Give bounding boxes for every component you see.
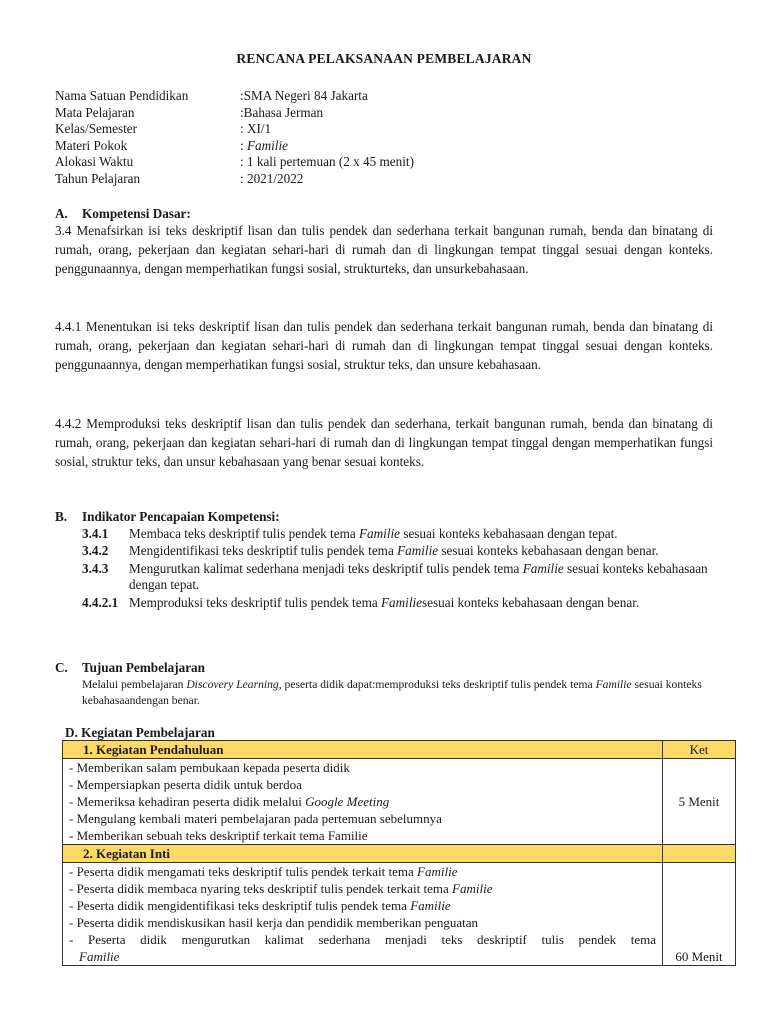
list-item: - Mempersiapkan peserta didik untuk berdoa: [69, 777, 302, 792]
identity-sep: :: [240, 104, 244, 120]
identity-key: Materi Pokok: [55, 137, 128, 153]
intro-activity-title: 1. Kegiatan Pendahuluan: [63, 741, 663, 759]
identity-sep: :: [240, 170, 247, 186]
identity-sep: :: [240, 154, 247, 170]
table-header-row: [63, 845, 736, 863]
list-item: - Mengulang kembali materi pembelajaran pada pertemuan sebelumnya: [69, 811, 442, 826]
identity-value: 2021/2022: [246, 170, 304, 186]
identity-key: Kelas/Semester: [55, 121, 138, 137]
section-number: A.: [55, 206, 68, 221]
ket-header-empty: [663, 845, 736, 863]
identity-value: SMA Negeri 84 Jakarta: [243, 88, 368, 103]
identity-value: 1 kali pertemuan (2 x 45 menit): [246, 154, 414, 170]
list-item: - Peserta didik membaca nyaring teks deskriptif tulis pendek terkait tema Familie: [69, 881, 493, 896]
section-title: Tujuan Pembelajaran: [82, 660, 205, 675]
competency-paragraph: 4.4.1 Menentukan isi teks deskriptif lisan dan tulis pendek dan sederhana terkait bangunan rumah, benda dan binatang di rumah, orang, pekerjaan dan kegiatan sehari-hari di rumah dan di lingkungan tempat tinggal sesuai dengan konteks. penggunaannya, dengan memperhatikan fungsi sosial, struktur teks, dan unsure kebahasaan.: [55, 319, 713, 373]
competency-paragraph: 4.4.2 Memproduksi teks deskriptif lisan dan tulis pendek dan sederhana, terkait bangunan rumah, benda dan binatang di rumah, orang, pekerjaan dan kegiatan sehari-hari di rumah dan di lingkungan tempat tinggal dengan memperhatikan fungsi sosial, struktur teks, dan unsur kebahasaan yang benar sesuai konteks.: [55, 416, 713, 470]
identity-row: [55, 88, 414, 105]
document-title: RENCANA PELAKSANAAN PEMBELAJARAN: [236, 51, 532, 66]
table-row: [63, 759, 736, 845]
identity-sep: :: [240, 88, 244, 103]
activities-table: [62, 740, 736, 966]
identity-row: [55, 154, 414, 171]
section-a-heading: [55, 206, 191, 222]
indicator-text: Mengurutkan kalimat sederhana menjadi teks deskriptif tulis pendek tema Familie sesuai konteks kebahasaan dengan tepat.: [129, 560, 708, 593]
list-item: - Peserta didik mengamati teks deskriptif tulis pendek terkait tema Familie: [69, 864, 458, 879]
section-number: C.: [55, 660, 68, 675]
list-item-continuation: Familie: [79, 949, 120, 964]
intro-activity-list: [63, 759, 663, 845]
learning-objective-text: Melalui pembelajaran Discovery Learning, peserta didik dapat:memproduksi teks deskriptif tulis pendek tema Familie sesuai konteks kebahasaandengan benar.: [82, 678, 702, 707]
identity-row: [55, 138, 414, 155]
indicator-item: [82, 526, 722, 542]
list-item: - Memberikan sebuah teks deskriptif terkait tema Familie: [69, 828, 368, 843]
identity-value: Familie: [246, 137, 288, 153]
section-number: B.: [55, 509, 68, 524]
indicator-number: 3.4.1: [82, 526, 109, 541]
list-item: - Peserta didik mengurutkan kalimat sederhana menjadi teks deskriptif tulis pendek tema: [69, 932, 656, 947]
identity-row: [55, 171, 414, 188]
section-title: Indikator Pencapaian Kompetensi:: [82, 509, 280, 524]
table-row: [63, 863, 736, 966]
core-activity-list: [63, 863, 663, 966]
identity-value: XI/1: [246, 121, 272, 137]
indicator-list: [82, 526, 722, 612]
identity-sep: :: [240, 121, 247, 137]
ket-header: Ket: [663, 741, 736, 759]
indicator-text: Memproduksi teks deskriptif tulis pendek tema Familiesesuai konteks kebahasaan dengan benar.: [129, 594, 640, 610]
section-title: Kegiatan Pembelajaran: [81, 725, 215, 740]
indicator-number: 3.4.2: [82, 543, 109, 559]
identity-key: Tahun Pelajaran: [55, 170, 141, 186]
identity-key: Nama Satuan Pendidikan: [55, 88, 189, 103]
identity-key: Mata Pelajaran: [55, 104, 135, 120]
list-item: - Peserta didik mengidentifikasi teks deskriptif tulis pendek tema Familie: [69, 898, 451, 913]
indicator-text: Membaca teks deskriptif tulis pendek tema Familie sesuai konteks kebahasaan dengan tepat.: [129, 526, 618, 541]
core-duration: 60 Menit: [663, 863, 736, 966]
identity-row: [55, 121, 414, 138]
section-c-heading: [55, 660, 205, 676]
identity-row: [55, 105, 414, 122]
section-number: D.: [65, 725, 78, 740]
indicator-number: 3.4.3: [82, 560, 109, 576]
core-activity-title: 2. Kegiatan Inti: [63, 845, 663, 863]
section-b-heading: [55, 509, 280, 525]
identity-sep: :: [240, 137, 247, 153]
indicator-number: 4.4.2.1: [82, 594, 119, 610]
list-item: - Memeriksa kehadiran peserta didik melalui Google Meeting: [69, 794, 390, 809]
indicator-item: [82, 543, 722, 559]
indicator-text: Mengidentifikasi teks deskriptif tulis pendek tema Familie sesuai konteks kebahasaan dengan benar.: [129, 543, 659, 559]
intro-duration: 5 Menit: [663, 759, 736, 845]
identity-value: Bahasa Jerman: [243, 104, 324, 120]
indicator-item: [82, 561, 722, 594]
section-title: Kompetensi Dasar:: [82, 206, 191, 221]
indicator-item: [82, 595, 722, 611]
identity-block: [55, 88, 414, 188]
section-d-heading: [65, 725, 215, 741]
identity-key: Alokasi Waktu: [55, 154, 134, 170]
list-item: - Memberikan salam pembukaan kepada peserta didik: [69, 760, 350, 775]
table-header-row: [63, 741, 736, 759]
competency-paragraph: 3.4 Menafsirkan isi teks deskriptif lisan dan tulis pendek dan sederhana terkait bangunan rumah, benda dan binatang di rumah, orang, pekerjaan dan kegiatan sehari-hari di rumah dan di lingkungan tempat tinggal sesuai dengan konteks. penggunaannya, dengan memperhatikan fungsi sosial, strukturteks, dan unsurkebahasaan.: [55, 223, 713, 277]
list-item: - Peserta didik mendiskusikan hasil kerja dan pendidik memberikan penguatan: [69, 915, 479, 930]
